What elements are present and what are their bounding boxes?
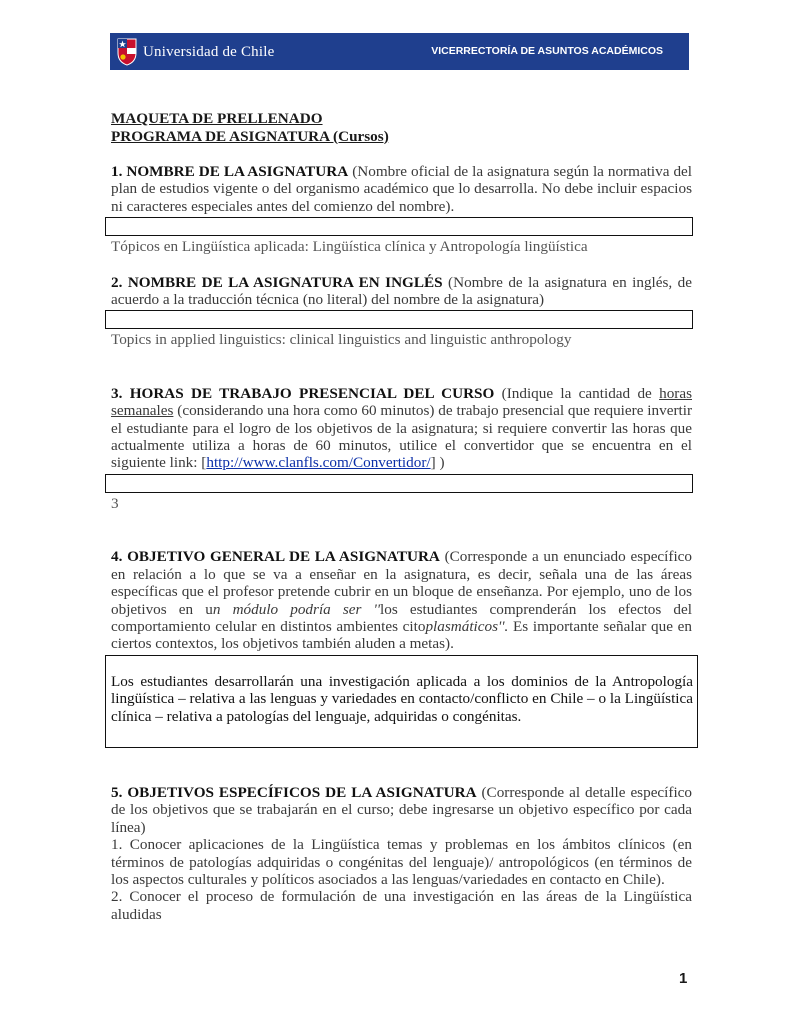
section-1-heading: 1. NOMBRE DE LA ASIGNATURA bbox=[111, 163, 349, 180]
section-4-answer-box[interactable] bbox=[105, 655, 698, 748]
section-1-answer: Tópicos en Lingüística aplicada: Lingüística clínica y Antropología lingüística bbox=[111, 238, 588, 256]
section-3-desc-c: ] ) bbox=[430, 454, 445, 472]
section-3-heading: 3. HORAS DE TRABAJO PRESENCIAL DEL CURSO bbox=[111, 384, 495, 402]
section-2-description: (Nombre de la asignatura en inglés, de acuerdo a la traducción técnica (no literal) del nombre de la asignatura) bbox=[111, 273, 693, 309]
section-1-prompt bbox=[111, 163, 692, 215]
section-3-desc-b: (considerando una hora como 60 minutos) de trabajo presencial que requiere invertir el estudiante para el logro de los objetivos de la asignatura; si requiere convertir las horas que actualmente utiliza a horas de 60 minutos, utilice el convertidor que se encuentra en el siguiente link: [ bbox=[111, 402, 693, 472]
document-title bbox=[111, 110, 692, 145]
section-2-heading: 2. NOMBRE DE LA ASIGNATURA EN INGLÉS bbox=[111, 273, 443, 291]
section-3-input-box[interactable] bbox=[105, 474, 693, 493]
section-4-desc-b: los estudiantes comprenderán los efectos del comportamiento celular en distintos ambientes cito bbox=[111, 600, 692, 635]
section-3-prompt bbox=[111, 385, 692, 472]
title-line-2: PROGRAMA DE ASIGNATURA (Cursos) bbox=[111, 127, 389, 145]
section-4-prompt bbox=[111, 548, 692, 652]
section-3-answer: 3 bbox=[111, 494, 119, 512]
section-4-desc-a: (Corresponde a un enunciado específico en relación a lo que se va a enseñar en la asignatura, es decir, señala una de las áreas específicas que el profesor pretende cubrir en un bloque de enseñanza. Por ejemplo, uno de los objetivos en u bbox=[111, 548, 693, 618]
section-4-italic-1: n módulo podría ser '' bbox=[212, 600, 381, 618]
section-5-description: (Corresponde al detalle específico de los objetivos que se trabajarán en el curso; debe ingresarse un objetivo específico por cada línea) bbox=[111, 783, 693, 836]
header-banner bbox=[110, 33, 689, 70]
section-5-prompt bbox=[111, 784, 692, 836]
section-5-item: 2. Conocer el proceso de formulación de una investigación en las áreas de la Lingüística aludidas bbox=[111, 888, 692, 923]
section-5-heading: 5. OBJETIVOS ESPECÍFICOS DE LA ASIGNATURA bbox=[111, 783, 477, 801]
section-4-italic-2: plasmáticos''. bbox=[425, 617, 509, 635]
document-body bbox=[111, 110, 692, 923]
section-4-answer: Los estudiantes desarrollarán una investigación aplicada a los dominios de la Antropología lingüística – relativa a las lenguas y variedades en contacto/conflicto en Chile – o la Lingüística clínica – relativa a patologías del lenguaje, adquiridas o congénitas. bbox=[111, 672, 693, 725]
title-line-1: MAQUETA DE PRELLENADO bbox=[111, 110, 323, 127]
section-1-description: (Nombre oficial de la asignatura según la normativa del plan de estudios vigente o del organismo académico que lo desarrolla. No debe incluir espacios ni caracteres especiales antes del comienzo del nombre). bbox=[111, 163, 693, 215]
section-4-heading: 4. OBJETIVO GENERAL DE LA ASIGNATURA bbox=[111, 548, 440, 566]
section-3-underlined-text: horas semanales bbox=[111, 384, 693, 420]
section-2-answer: Topics in applied linguistics: clinical linguistics and linguistic anthropology bbox=[111, 331, 572, 349]
section-2-input-box[interactable] bbox=[105, 310, 693, 329]
university-name: Universidad de Chile bbox=[143, 44, 275, 60]
vicerrectoria-label: VICERRECTORÍA DE ASUNTOS ACADÉMICOS bbox=[431, 45, 663, 57]
converter-link[interactable]: http://www.clanfls.com/Convertidor/ bbox=[206, 454, 431, 472]
section-1-input-box[interactable] bbox=[105, 217, 693, 236]
section-2-prompt bbox=[111, 274, 692, 309]
section-3-desc-a: (Indique la cantidad de bbox=[501, 384, 652, 402]
section-4-desc-c: Es importante señalar que en ciertos contextos, los objetivos también aluden a metas). bbox=[111, 617, 692, 653]
university-crest-icon bbox=[116, 37, 138, 66]
page-number: 1 bbox=[679, 970, 688, 987]
section-5-item: 1. Conocer aplicaciones de la Lingüística temas y problemas en los ámbitos clínicos (en términos de patologías adquiridas o congénitas del lenguaje)/ antropológicos (en términos de los aspectos culturales y políticos asociados a las lenguas/variedades en contacto en Chile). bbox=[111, 836, 692, 888]
